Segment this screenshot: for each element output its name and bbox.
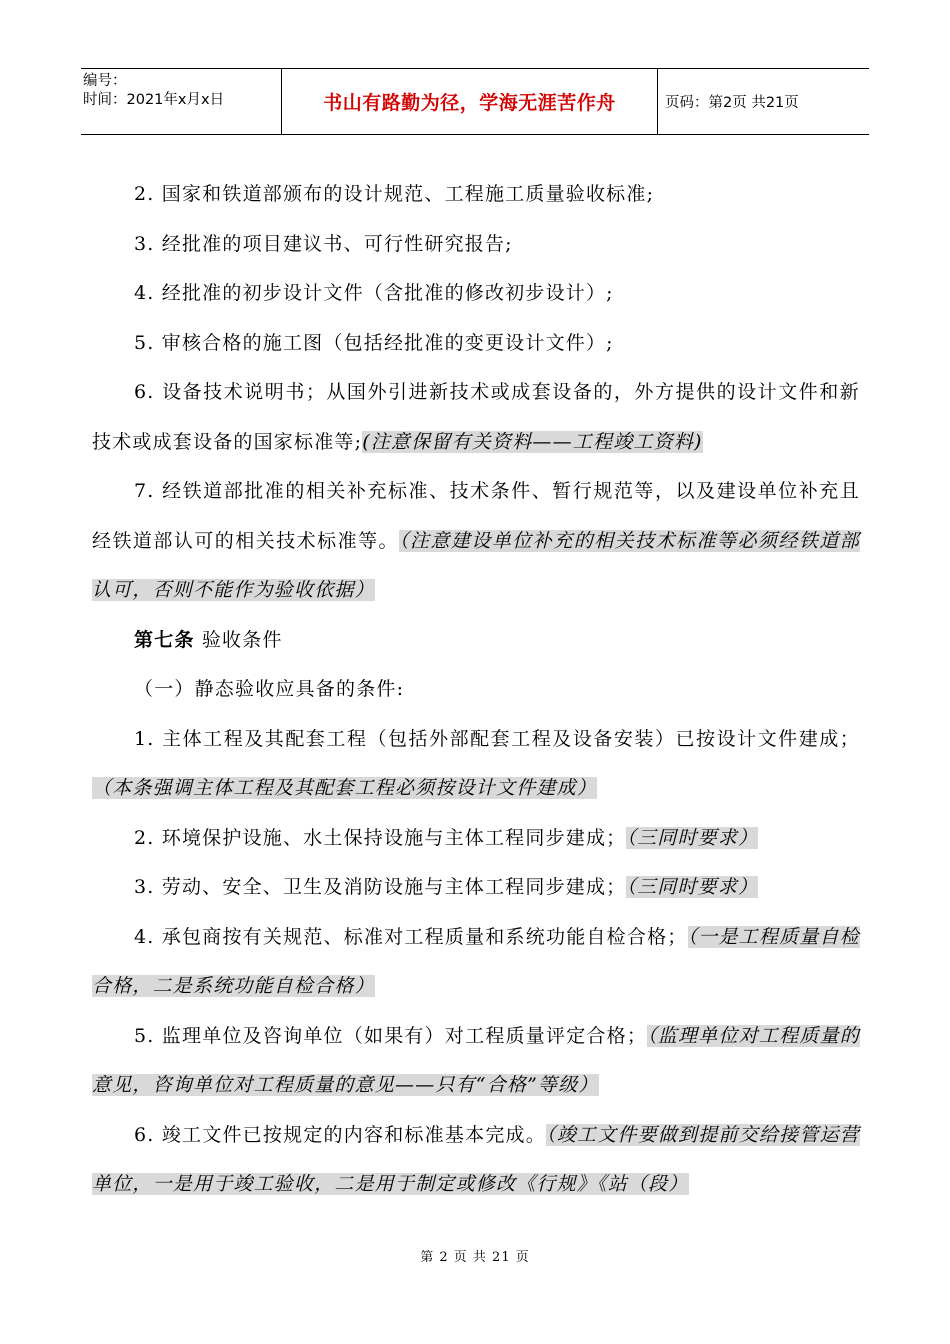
condition-item: 5. 监理单位及咨询单位（如果有）对工程质量评定合格；（监理单位对工程质量的意见，咨询单位对工程质量的意见——只有“合格”等级） [92, 1024, 860, 1096]
header-motto: 书山有路勤为径，学海无涯苦作舟 [282, 69, 658, 134]
annotation-note: （本条强调主体工程及其配套工程必须按设计文件建成） [92, 777, 598, 799]
subheading: （一）静态验收应具备的条件: [134, 678, 405, 700]
paragraph: 7. 经铁道部批准的相关补充标准、技术条件、暂行规范等，以及建设单位补充且经铁道部认可的相关技术标准等。（注意建设单位补充的相关技术标准等必须经铁道部认可，否则不能作为验收依据） [92, 480, 860, 601]
annotation-note: （监理单位对工程质量的意见，咨询单位对工程质量的意见——只有“合格”等级） [92, 1024, 860, 1096]
paragraph: 2. 国家和铁道部颁布的设计规范、工程施工质量验收标准; [134, 183, 655, 205]
header-page-number: 页码：第2页 共21页 [665, 95, 799, 111]
annotation-note: （竣工文件要做到提前交给接管运营单位，一是用于竣工验收，二是用于制定或修改《行规》《站（段） [92, 1123, 860, 1195]
annotation-note: （三同时要求） [626, 876, 759, 898]
document-date: 时间：2021年x月x日 [83, 92, 225, 108]
header-meta [81, 69, 282, 134]
paragraph: 5. 审核合格的施工图（包括经批准的变更设计文件）; [134, 331, 614, 354]
condition-item: 1. 主体工程及其配套工程（包括外部配套工程及设备安装）已按设计文件建成；（本条强调主体工程及其配套工程必须按设计文件建成） [92, 727, 860, 799]
document-body [92, 170, 860, 1210]
condition-item: 6. 竣工文件已按规定的内容和标准基本完成。（竣工文件要做到提前交给接管运营单位，一是用于竣工验收，二是用于制定或修改《行规》《站（段） [92, 1123, 860, 1195]
article-number: 第七条 [134, 628, 195, 651]
annotation-note: （注意建设单位补充的相关技术标准等必须经铁道部认可，否则不能作为验收依据） [92, 529, 860, 601]
article-heading [92, 616, 860, 666]
page-footer: 第 2 页 共 21 页 [420, 1250, 530, 1265]
paragraph: 6. 设备技术说明书；从国外引进新技术或成套设备的，外方提供的设计文件和新技术或成套设备的国家标准等;(注意保留有关资料——工程竣工资料) [92, 381, 860, 453]
condition-item: 4. 承包商按有关规范、标准对工程质量和系统功能自检合格；（一是工程质量自检合格，二是系统功能自检合格） [92, 925, 860, 997]
condition-item: 2. 环境保护设施、水土保持设施与主体工程同步建成；（三同时要求） [134, 826, 759, 849]
annotation-note: （一是工程质量自检合格，二是系统功能自检合格） [92, 925, 860, 997]
document-number: 编号： [83, 73, 127, 89]
annotation-note: (注意保留有关资料——工程竣工资料) [362, 430, 703, 453]
article-subject: 验收条件 [201, 628, 283, 651]
annotation-note: （三同时要求） [626, 826, 759, 849]
paragraph: 4. 经批准的初步设计文件（含批准的修改初步设计）; [134, 282, 614, 304]
paragraph: 3. 经批准的项目建议书、可行性研究报告; [134, 232, 513, 255]
condition-item: 3. 劳动、安全、卫生及消防设施与主体工程同步建成；（三同时要求） [134, 876, 759, 898]
page-header [81, 68, 869, 135]
